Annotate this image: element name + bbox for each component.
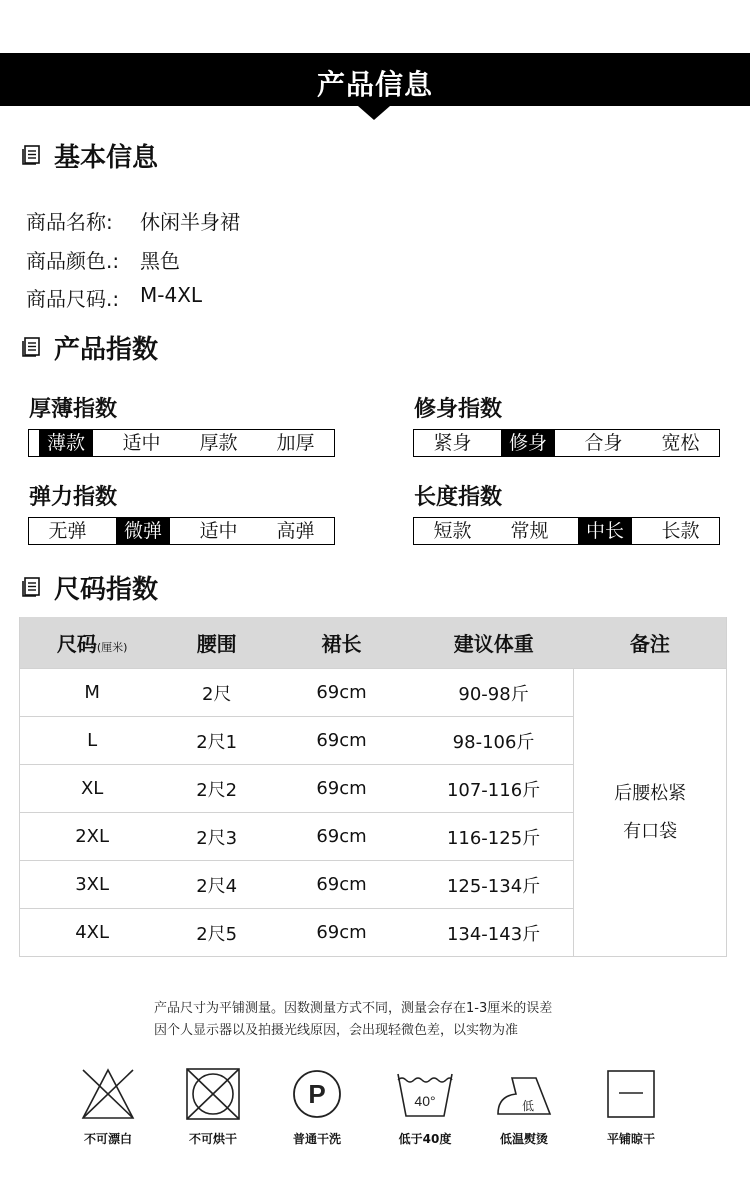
- index-option: 长款: [661, 520, 700, 542]
- size-table: [19, 617, 727, 957]
- disclaimer-line: 产品尺寸为平铺测量。因数测量方式不同，测量会存在1-3厘米的误差: [154, 1001, 553, 1016]
- header-size-unit: (厘米): [96, 641, 128, 654]
- flat-dry-icon: [602, 1066, 660, 1122]
- cell-waist: 2尺3: [164, 813, 269, 861]
- care-label: 普通干洗: [292, 1132, 341, 1146]
- index-option: 短款: [433, 520, 472, 542]
- cell-waist: 2尺2: [164, 765, 269, 813]
- index-option: 适中: [199, 520, 238, 542]
- cell-waist: 2尺: [164, 669, 269, 717]
- cell-weight: 116-125斤: [414, 813, 574, 861]
- care-dry-clean: [277, 1066, 357, 1147]
- product-index-header: [22, 329, 158, 365]
- info-row-name: [26, 206, 240, 235]
- cell-length: 69cm: [269, 717, 414, 765]
- iron-icon: [492, 1066, 556, 1122]
- cell-weight: 90-98斤: [414, 669, 574, 717]
- info-key: 商品尺码.:: [26, 287, 120, 311]
- care-wash-40: [385, 1066, 465, 1147]
- cell-size: M: [20, 669, 165, 717]
- cell-waist: 2尺4: [164, 861, 269, 909]
- index-option: 常规: [510, 520, 549, 542]
- care-label: 低温熨烫: [499, 1132, 548, 1146]
- basic-info-title: 基本信息: [54, 142, 159, 173]
- cell-note: [574, 669, 727, 957]
- cell-weight: 134-143斤: [414, 909, 574, 957]
- thickness-index-scale: [28, 429, 335, 457]
- index-option: 宽松: [661, 432, 700, 454]
- length-index-title: 长度指数: [414, 485, 503, 510]
- cell-weight: 107-116斤: [414, 765, 574, 813]
- banner-title: 产品信息: [316, 68, 433, 101]
- info-row-size: [26, 283, 202, 312]
- header-weight: 建议体重: [414, 617, 574, 669]
- index-option: 合身: [584, 432, 623, 454]
- care-flat-dry: [591, 1066, 671, 1147]
- banner-arrow: [358, 106, 390, 120]
- header-length: 裙长: [269, 617, 414, 669]
- thickness-index-title: 厚薄指数: [29, 397, 118, 422]
- cell-waist: 2尺5: [164, 909, 269, 957]
- no-bleach-icon: [79, 1066, 137, 1122]
- index-option: 适中: [122, 432, 161, 454]
- elasticity-index-title: 弹力指数: [29, 485, 118, 510]
- info-key: 商品名称:: [26, 210, 113, 234]
- note-line: 有口袋: [623, 820, 678, 842]
- info-value: 休闲半身裙: [140, 210, 240, 234]
- cell-length: 69cm: [269, 909, 414, 957]
- cell-length: 69cm: [269, 861, 414, 909]
- elasticity-index-scale: [28, 517, 335, 545]
- cell-weight: 98-106斤: [414, 717, 574, 765]
- care-label: 低于40度: [398, 1132, 452, 1146]
- iron-temp-mark: 低: [521, 1099, 535, 1113]
- index-option-selected: 薄款: [39, 430, 93, 456]
- info-value: M-4XL: [140, 283, 203, 307]
- care-label: 不可漂白: [83, 1132, 132, 1146]
- section-banner: [0, 53, 750, 106]
- index-option: 加厚: [276, 432, 315, 454]
- dry-clean-mark: P: [308, 1079, 326, 1109]
- index-option-selected: 修身: [501, 430, 555, 456]
- document-icon: [22, 577, 40, 597]
- size-index-header: [22, 569, 158, 605]
- no-tumble-dry-icon: [184, 1066, 242, 1122]
- index-option: 无弹: [48, 520, 87, 542]
- info-value: 黑色: [140, 249, 180, 273]
- index-option: 厚款: [199, 432, 238, 454]
- fit-index-scale: [413, 429, 720, 457]
- index-option: 高弹: [276, 520, 315, 542]
- disclaimer-line: 因个人显示器以及拍摄光线原因，会出现轻微色差，以实物为准: [154, 1023, 519, 1038]
- cell-size: 4XL: [20, 909, 165, 957]
- index-option: 紧身: [433, 432, 472, 454]
- note-line: 后腰松紧: [614, 782, 687, 804]
- header-note: 备注: [574, 617, 727, 669]
- cell-waist: 2尺1: [164, 717, 269, 765]
- index-option-selected: 微弹: [116, 518, 170, 544]
- product-index-title: 产品指数: [54, 334, 159, 365]
- header-waist: 腰围: [164, 617, 269, 669]
- care-no-tumble-dry: [173, 1066, 253, 1147]
- cell-length: 69cm: [269, 813, 414, 861]
- document-icon: [22, 145, 40, 165]
- table-row: [20, 669, 727, 717]
- wash-temp-mark: 40°: [414, 1093, 436, 1109]
- cell-size: XL: [20, 765, 165, 813]
- cell-size: 2XL: [20, 813, 165, 861]
- cell-size: 3XL: [20, 861, 165, 909]
- info-row-color: [26, 245, 180, 274]
- cell-length: 69cm: [269, 669, 414, 717]
- cell-weight: 125-134斤: [414, 861, 574, 909]
- wash-tub-icon: [393, 1066, 457, 1122]
- info-key: 商品颜色.:: [26, 249, 120, 273]
- index-option-selected: 中长: [578, 518, 632, 544]
- header-size: [20, 617, 165, 669]
- document-icon: [22, 337, 40, 357]
- care-no-bleach: [68, 1066, 148, 1147]
- size-index-title: 尺码指数: [54, 574, 159, 605]
- cell-size: L: [20, 717, 165, 765]
- header-size-label: 尺码: [56, 632, 97, 656]
- size-table-header-row: [20, 617, 727, 669]
- care-low-iron: [484, 1066, 564, 1147]
- cell-length: 69cm: [269, 765, 414, 813]
- dry-clean-icon: [288, 1066, 346, 1122]
- fit-index-title: 修身指数: [414, 397, 503, 422]
- care-label: 不可烘干: [188, 1132, 237, 1146]
- basic-info-header: [22, 137, 158, 173]
- care-label: 平铺晾干: [606, 1132, 655, 1146]
- length-index-scale: [413, 517, 720, 545]
